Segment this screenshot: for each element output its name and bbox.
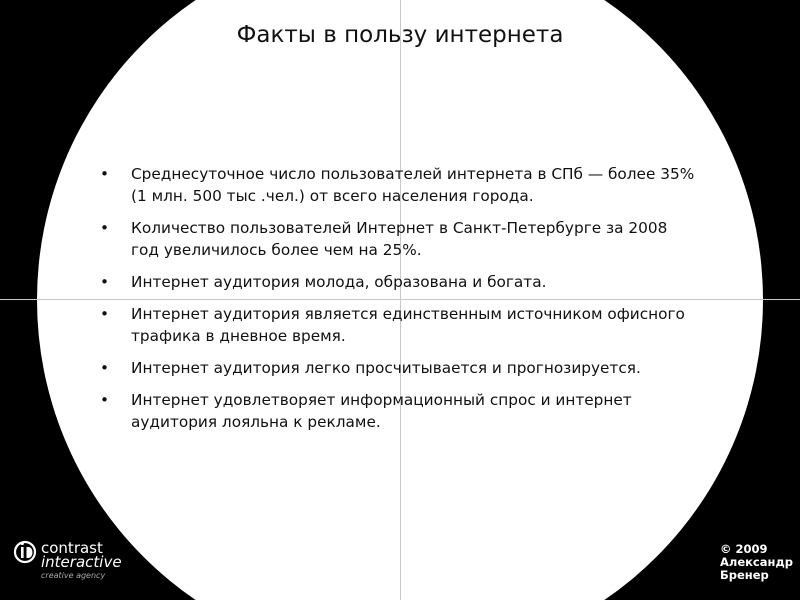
copyright-notice bbox=[720, 543, 793, 582]
bullet-item bbox=[100, 357, 700, 379]
bullet-dot: • bbox=[100, 165, 110, 183]
bullet-list bbox=[100, 163, 700, 443]
bullet-text: Интернет аудитория молода, образована и богата. bbox=[131, 273, 547, 291]
bullet-dot: • bbox=[100, 359, 110, 377]
logo-line1: contrast bbox=[41, 539, 103, 557]
copyright-year: © 2009 bbox=[720, 542, 768, 556]
slide-title: Факты в пользу интернета bbox=[236, 22, 564, 48]
bullet-dot: • bbox=[100, 219, 110, 237]
bullet-item bbox=[100, 163, 700, 207]
bullet-item bbox=[100, 303, 700, 347]
logo-line2: interactive bbox=[41, 553, 122, 571]
bullet-text: Интернет аудитория легко просчитывается и прогнозируется. bbox=[131, 359, 641, 377]
bullet-item bbox=[100, 389, 700, 433]
bullet-text: Интернет удовлетворяет информационный спрос и интернет аудитория лояльна к рекламе. bbox=[131, 391, 632, 431]
bullet-text: Количество пользователей Интернет в Санкт-Петербурге за 2008 год увеличилось более чем на 25%. bbox=[131, 219, 668, 259]
logo-tagline: creative agency bbox=[41, 571, 106, 580]
bullet-item bbox=[100, 271, 700, 293]
author-first-name: Александр bbox=[720, 555, 793, 569]
bullet-dot: • bbox=[100, 273, 110, 291]
bullet-text: Среднесуточное число пользователей интернета в СПб — более 35% (1 млн. 500 тыс .чел.) от всего населения города. bbox=[131, 165, 695, 205]
bullet-text: Интернет аудитория является единственным источником офисного трафика в дневное время. bbox=[131, 305, 685, 345]
ci-logo-icon bbox=[14, 538, 38, 566]
bullet-item bbox=[100, 217, 700, 261]
bullet-dot: • bbox=[100, 391, 110, 409]
bullet-dot: • bbox=[100, 305, 110, 323]
author-last-name: Бренер bbox=[720, 568, 769, 582]
